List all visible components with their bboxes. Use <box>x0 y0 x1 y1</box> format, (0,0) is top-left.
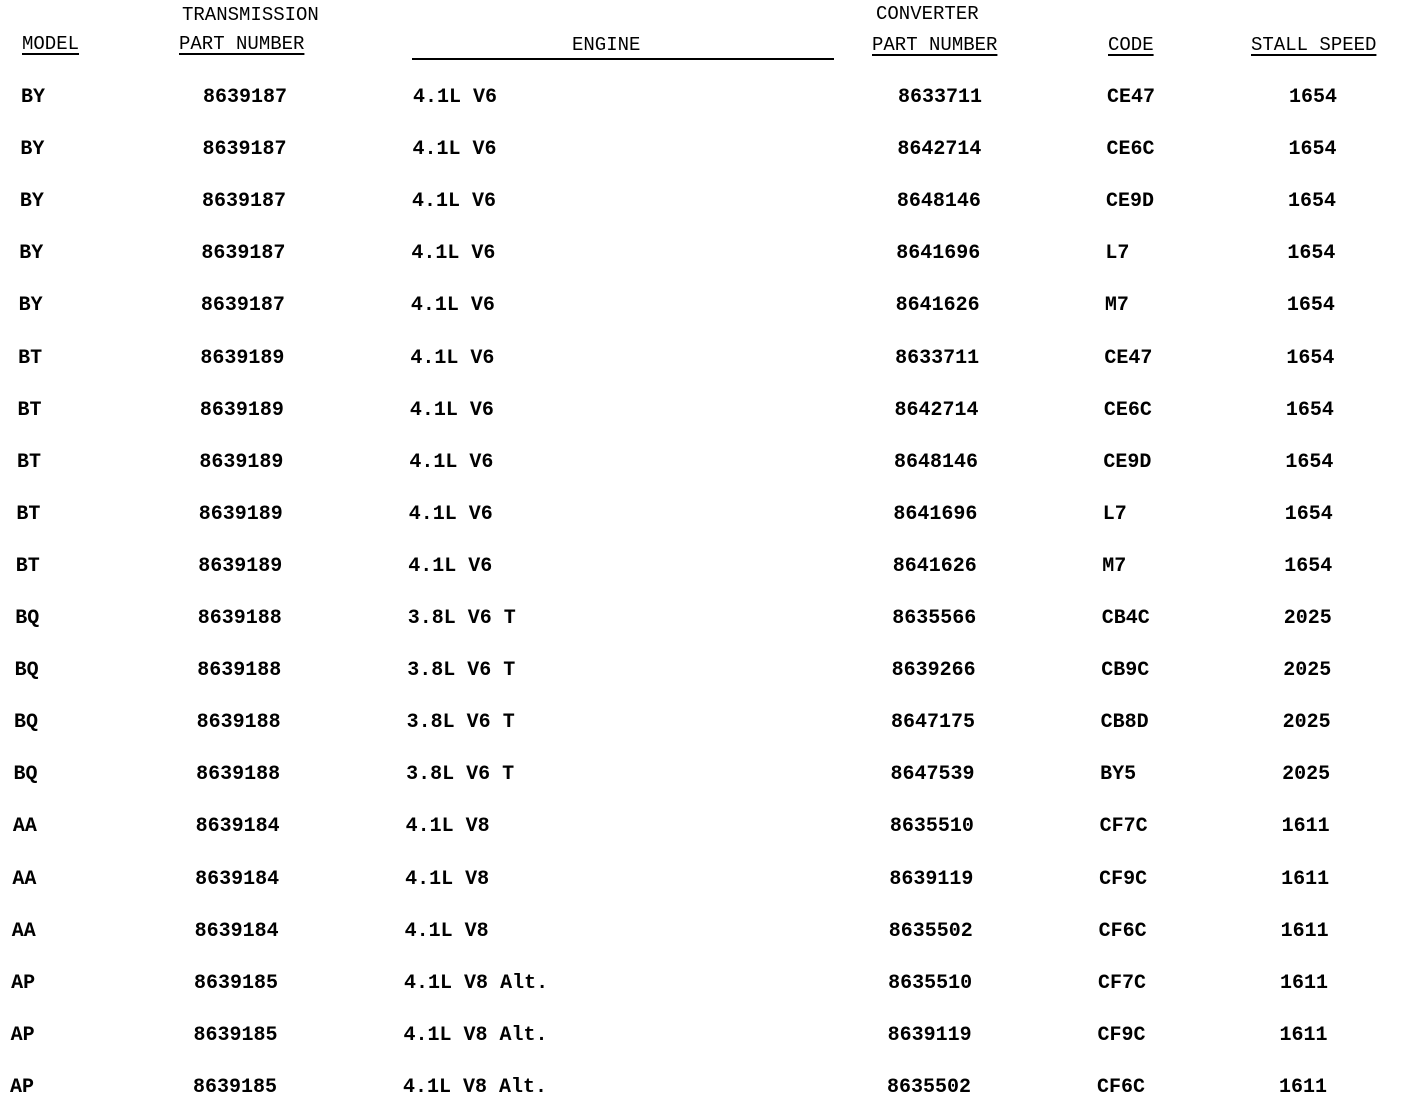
cell-stall-speed: 1611 <box>1281 867 1330 891</box>
cell-stall-speed: 1611 <box>1280 971 1329 995</box>
cell-stall-speed: 1611 <box>1279 1075 1328 1099</box>
cell-model: BT <box>15 554 40 578</box>
cell-engine: 4.1L V6 <box>409 398 494 422</box>
cell-model: BT <box>16 450 41 474</box>
cell-stall-speed: 1611 <box>1281 815 1330 839</box>
cell-converter-part: 8635502 <box>888 919 973 943</box>
table-row <box>0 396 1408 426</box>
cell-engine: 4.1L V6 <box>408 502 493 526</box>
header-converter-part: PART NUMBER <box>872 34 998 56</box>
cell-engine: 4.1L V6 <box>411 242 496 266</box>
cell-transmission-part: 8639184 <box>195 867 280 891</box>
cell-code: CE47 <box>1104 346 1153 370</box>
cell-converter-part: 8639119 <box>889 867 974 891</box>
cell-engine: 4.1L V6 <box>409 450 494 474</box>
cell-code: CF6C <box>1097 1075 1146 1099</box>
cell-model: BQ <box>14 711 39 735</box>
cell-converter-part: 8641696 <box>893 502 978 526</box>
cell-stall-speed: 2025 <box>1283 659 1332 683</box>
cell-converter-part: 8641626 <box>895 294 980 318</box>
cell-code: CE6C <box>1103 398 1152 422</box>
cell-stall-speed: 1654 <box>1285 450 1334 474</box>
cell-converter-part: 8639266 <box>891 659 976 683</box>
table-row <box>0 448 1408 478</box>
cell-converter-part: 8635510 <box>889 815 974 839</box>
engine-header-rule <box>412 58 834 60</box>
cell-stall-speed: 1654 <box>1286 294 1335 318</box>
cell-code: CE9D <box>1103 450 1152 474</box>
cell-code: CF9C <box>1099 867 1148 891</box>
cell-stall-speed: 2025 <box>1283 607 1332 630</box>
cell-code: CB4C <box>1101 607 1150 630</box>
cell-code: CE9D <box>1105 190 1154 214</box>
table-row <box>0 344 1408 374</box>
cell-engine: 3.8L V6 T <box>406 763 515 787</box>
cell-converter-part: 8635510 <box>888 971 973 995</box>
table-row <box>0 604 1408 634</box>
cell-stall-speed: 1654 <box>1287 242 1336 266</box>
cell-code: CF7C <box>1098 971 1147 995</box>
cell-model: AP <box>11 971 36 995</box>
cell-model: BY <box>19 190 44 214</box>
cell-model: BQ <box>14 659 39 683</box>
cell-model: AA <box>12 867 37 891</box>
cell-engine: 4.1L V8 Alt. <box>403 1075 548 1099</box>
table-row <box>0 552 1408 582</box>
table-row <box>0 760 1408 790</box>
cell-model: AA <box>11 919 36 943</box>
table-row <box>0 500 1408 530</box>
table-row <box>0 1021 1408 1051</box>
cell-model: AA <box>12 815 37 839</box>
cell-stall-speed: 1654 <box>1287 190 1336 214</box>
cell-transmission-part: 8639189 <box>198 554 283 578</box>
table-row <box>0 969 1408 999</box>
cell-engine: 4.1L V6 <box>413 86 498 109</box>
cell-engine: 3.8L V6 T <box>407 607 516 630</box>
cell-code: CE6C <box>1106 138 1155 162</box>
header-converter-top: CONVERTER <box>876 3 979 25</box>
cell-model: BT <box>17 398 42 422</box>
cell-engine: 4.1L V6 <box>410 294 495 318</box>
cell-transmission-part: 8639185 <box>193 1023 278 1047</box>
cell-code: CF9C <box>1097 1023 1146 1047</box>
cell-converter-part: 8648146 <box>893 450 978 474</box>
cell-engine: 4.1L V8 Alt. <box>404 971 549 995</box>
table-row <box>0 135 1408 165</box>
table-row <box>0 812 1408 842</box>
cell-transmission-part: 8639189 <box>200 346 285 370</box>
header-stall-speed: STALL SPEED <box>1251 34 1377 56</box>
cell-engine: 4.1L V8 <box>405 815 490 839</box>
header-transmission-part: PART NUMBER <box>179 33 305 55</box>
cell-code: CE47 <box>1107 86 1156 109</box>
cell-engine: 4.1L V6 <box>410 346 495 370</box>
cell-code: L7 <box>1105 242 1130 266</box>
cell-converter-part: 8647539 <box>890 763 975 787</box>
cell-model: BY <box>19 242 44 266</box>
cell-stall-speed: 1654 <box>1286 346 1335 370</box>
cell-code: M7 <box>1104 294 1129 318</box>
cell-stall-speed: 1654 <box>1288 138 1337 162</box>
cell-engine: 4.1L V6 <box>408 554 493 578</box>
cell-code: CB8D <box>1100 711 1149 735</box>
table-row <box>0 1073 1408 1103</box>
cell-converter-part: 8642714 <box>894 398 979 422</box>
cell-transmission-part: 8639189 <box>199 398 284 422</box>
cell-stall-speed: 1611 <box>1280 919 1329 943</box>
cell-model: BY <box>20 138 45 162</box>
cell-model: AP <box>10 1075 35 1099</box>
cell-converter-part: 8633711 <box>898 86 983 109</box>
header-model: MODEL <box>22 33 80 55</box>
cell-transmission-part: 8639188 <box>196 763 281 787</box>
cell-model: BT <box>16 502 41 526</box>
table-row <box>0 656 1408 686</box>
cell-model: BT <box>18 346 43 370</box>
cell-code: L7 <box>1102 502 1127 526</box>
cell-transmission-part: 8639188 <box>197 659 282 683</box>
cell-stall-speed: 1654 <box>1284 502 1333 526</box>
cell-code: BY5 <box>1100 763 1137 787</box>
cell-engine: 4.1L V6 <box>411 190 496 214</box>
cell-transmission-part: 8639189 <box>199 450 284 474</box>
cell-code: CF7C <box>1099 815 1148 839</box>
cell-stall-speed: 1654 <box>1289 86 1338 109</box>
cell-stall-speed: 1654 <box>1285 398 1334 422</box>
cell-converter-part: 8635566 <box>892 607 977 630</box>
cell-stall-speed: 2025 <box>1282 763 1331 787</box>
header-engine: ENGINE <box>572 34 641 56</box>
table-row <box>0 239 1408 269</box>
table-row <box>0 865 1408 895</box>
table-row <box>0 917 1408 947</box>
cell-engine: 3.8L V6 T <box>406 711 515 735</box>
cell-transmission-part: 8639187 <box>200 294 285 318</box>
cell-transmission-part: 8639188 <box>197 607 282 630</box>
cell-converter-part: 8635502 <box>887 1075 972 1099</box>
table-row <box>0 708 1408 738</box>
cell-code: M7 <box>1102 554 1127 578</box>
cell-code: CB9C <box>1101 659 1150 683</box>
cell-transmission-part: 8639184 <box>194 919 279 943</box>
table-row <box>0 291 1408 321</box>
cell-model: BY <box>18 294 43 318</box>
cell-stall-speed: 1611 <box>1279 1023 1328 1047</box>
cell-converter-part: 8647175 <box>891 711 976 735</box>
cell-engine: 4.1L V8 Alt. <box>403 1023 548 1047</box>
header-transmission-top: TRANSMISSION <box>182 4 319 26</box>
cell-converter-part: 8641626 <box>892 554 977 578</box>
cell-transmission-part: 8639188 <box>196 711 281 735</box>
cell-transmission-part: 8639187 <box>201 190 286 214</box>
cell-model: BQ <box>13 763 38 787</box>
cell-model: AP <box>10 1023 35 1047</box>
cell-model: BY <box>21 86 46 109</box>
cell-code: CF6C <box>1098 919 1147 943</box>
cell-converter-part: 8633711 <box>895 346 980 370</box>
cell-model: BQ <box>15 607 40 630</box>
cell-engine: 3.8L V6 T <box>407 659 516 683</box>
cell-engine: 4.1L V8 <box>404 919 489 943</box>
cell-transmission-part: 8639189 <box>198 502 283 526</box>
cell-transmission-part: 8639185 <box>194 971 279 995</box>
header-code: CODE <box>1108 34 1154 56</box>
table-row <box>0 83 1408 113</box>
cell-engine: 4.1L V6 <box>412 138 497 162</box>
cell-converter-part: 8641696 <box>896 242 981 266</box>
table-row <box>0 187 1408 217</box>
cell-converter-part: 8648146 <box>896 190 981 214</box>
cell-engine: 4.1L V8 <box>405 867 490 891</box>
cell-transmission-part: 8639185 <box>193 1075 278 1099</box>
cell-transmission-part: 8639187 <box>202 138 287 162</box>
cell-transmission-part: 8639184 <box>195 815 280 839</box>
cell-transmission-part: 8639187 <box>203 86 288 109</box>
cell-converter-part: 8639119 <box>887 1023 972 1047</box>
cell-converter-part: 8642714 <box>897 138 982 162</box>
cell-transmission-part: 8639187 <box>201 242 286 266</box>
cell-stall-speed: 2025 <box>1282 711 1331 735</box>
cell-stall-speed: 1654 <box>1284 554 1333 578</box>
